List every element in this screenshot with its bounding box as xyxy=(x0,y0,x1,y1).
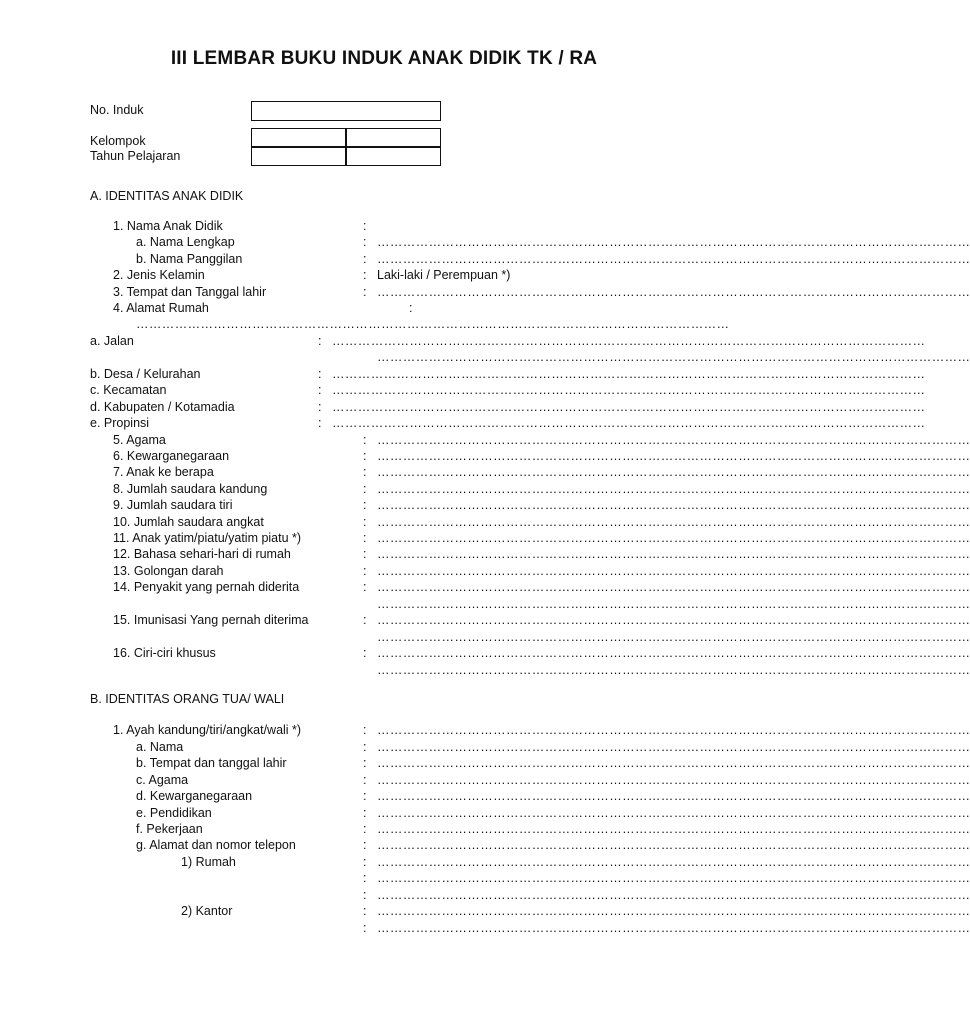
jalan-field[interactable]: ………………………………………………………………………………………………………………………… xyxy=(332,334,926,348)
propinsi-label: e. Propinsi xyxy=(90,416,150,430)
pendidikan-field[interactable]: ………………………………………………………………………………………………………………………… xyxy=(377,806,970,820)
colon: : xyxy=(318,334,322,348)
kewarganegaraan-label: 6. Kewarganegaraan xyxy=(113,449,230,463)
pendidikan-label: e. Pendidikan xyxy=(136,806,212,820)
nama-lengkap-field[interactable]: ………………………………………………………………………………………………………………………… xyxy=(377,235,970,249)
colon: : xyxy=(363,547,367,561)
kelompok-field-2[interactable] xyxy=(345,128,441,148)
tahun-pelajaran-field-2[interactable] xyxy=(345,146,441,166)
penyakit-label: 14. Penyakit yang pernah diderita xyxy=(113,580,300,594)
saudara-angkat-label: 10. Jumlah saudara angkat xyxy=(113,515,264,529)
tahun-pelajaran-label: Tahun Pelajaran xyxy=(90,149,181,163)
colon: : xyxy=(363,515,367,529)
kantor-label: 2) Kantor xyxy=(181,904,233,918)
saudara-kandung-field[interactable]: ………………………………………………………………………………………………………………………… xyxy=(377,482,970,496)
colon: : xyxy=(363,723,367,737)
nama-anak-label: 1. Nama Anak Didik xyxy=(113,219,223,233)
golongan-darah-field[interactable]: ………………………………………………………………………………………………………………………… xyxy=(377,564,970,578)
colon: : xyxy=(363,921,367,935)
colon: : xyxy=(363,482,367,496)
colon: : xyxy=(363,531,367,545)
alamat-label: 4. Alamat Rumah xyxy=(113,301,209,315)
rumah-label: 1) Rumah xyxy=(181,855,236,869)
alamat-telepon-field[interactable]: ………………………………………………………………………………………………………………………… xyxy=(377,838,970,852)
imunisasi-field[interactable]: ………………………………………………………………………………………………………………………… xyxy=(377,613,970,627)
golongan-darah-label: 13. Golongan darah xyxy=(113,564,224,578)
penyakit-field[interactable]: ………………………………………………………………………………………………………………………… xyxy=(377,580,970,594)
bahasa-label: 12. Bahasa sehari-hari di rumah xyxy=(113,547,291,561)
anak-ke-label: 7. Anak ke berapa xyxy=(113,465,214,479)
yatim-label: 11. Anak yatim/piatu/yatim piatu *) xyxy=(113,531,302,545)
jenis-kelamin-label: 2. Jenis Kelamin xyxy=(113,268,205,282)
colon: : xyxy=(363,904,367,918)
alamat-telepon-label: g. Alamat dan nomor telepon xyxy=(136,838,296,852)
agama-ortu-label: c. Agama xyxy=(136,773,189,787)
jalan-field-2[interactable]: ………………………………………………………………………………………………………………………… xyxy=(377,350,970,364)
nama-lengkap-label: a. Nama Lengkap xyxy=(136,235,235,249)
nama-panggilan-label: b. Nama Panggilan xyxy=(136,252,243,266)
no-induk-field[interactable] xyxy=(251,101,441,121)
nama-label: a. Nama xyxy=(136,740,184,754)
imunisasi-field-2[interactable]: ………………………………………………………………………………………………………………………… xyxy=(377,630,970,644)
colon: : xyxy=(363,646,367,660)
section-b-heading: B. IDENTITAS ORANG TUA/ WALI xyxy=(90,692,285,706)
colon: : xyxy=(318,416,322,430)
tempat-tanggal-label: 3. Tempat dan Tanggal lahir xyxy=(113,285,267,299)
kelompok-label: Kelompok xyxy=(90,134,146,148)
colon: : xyxy=(363,806,367,820)
colon: : xyxy=(363,235,367,249)
colon: : xyxy=(363,789,367,803)
propinsi-field[interactable]: ………………………………………………………………………………………………………………………… xyxy=(332,416,926,430)
tempat-tanggal-ortu-label: b. Tempat dan tanggal lahir xyxy=(136,756,287,770)
colon: : xyxy=(363,613,367,627)
colon: : xyxy=(318,367,322,381)
colon: : xyxy=(363,465,367,479)
ciri-field[interactable]: ………………………………………………………………………………………………………………………… xyxy=(377,646,970,660)
colon: : xyxy=(409,301,413,315)
kantor-field[interactable]: ………………………………………………………………………………………………………………………… xyxy=(377,904,970,918)
saudara-tiri-label: 9. Jumlah saudara tiri xyxy=(113,498,233,512)
saudara-angkat-field[interactable]: ………………………………………………………………………………………………………………………… xyxy=(377,515,970,529)
kelompok-field[interactable] xyxy=(251,128,347,148)
kewarganegaraan-field[interactable]: ………………………………………………………………………………………………………………………… xyxy=(377,449,970,463)
kewarganegaraan-ortu-label: d. Kewarganegaraan xyxy=(136,789,253,803)
agama-label: 5. Agama xyxy=(113,433,166,447)
jalan-label: a. Jalan xyxy=(90,334,134,348)
kabupaten-label: d. Kabupaten / Kotamadia xyxy=(90,400,235,414)
rumah-field-3[interactable]: ………………………………………………………………………………………………………………………… xyxy=(377,888,970,902)
jenis-kelamin-value: Laki-laki / Perempuan *) xyxy=(377,268,511,282)
nama-field[interactable]: ………………………………………………………………………………………………………………………… xyxy=(377,740,970,754)
colon: : xyxy=(363,871,367,885)
nama-panggilan-field[interactable]: ………………………………………………………………………………………………………………………… xyxy=(377,252,970,266)
colon: : xyxy=(363,888,367,902)
agama-ortu-field[interactable]: ………………………………………………………………………………………………………………………… xyxy=(377,773,970,787)
ciri-label: 16. Ciri-ciri khusus xyxy=(113,646,216,660)
imunisasi-label: 15. Imunisasi Yang pernah diterima xyxy=(113,613,309,627)
page-title: III LEMBAR BUKU INDUK ANAK DIDIK TK / RA xyxy=(170,48,598,69)
colon: : xyxy=(363,498,367,512)
rumah-field[interactable]: ………………………………………………………………………………………………………………………… xyxy=(377,855,970,869)
colon: : xyxy=(318,383,322,397)
penyakit-field-2[interactable]: ………………………………………………………………………………………………………………………… xyxy=(377,597,970,611)
desa-label: b. Desa / Kelurahan xyxy=(90,367,201,381)
kantor-field-2[interactable]: ………………………………………………………………………………………………………………………… xyxy=(377,921,970,935)
alamat-field[interactable]: ………………………………………………………………………………………………………………………… xyxy=(136,317,730,331)
yatim-field[interactable]: ………………………………………………………………………………………………………………………… xyxy=(377,531,970,545)
section-a-heading: A. IDENTITAS ANAK DIDIK xyxy=(90,189,244,203)
no-induk-label: No. Induk xyxy=(90,103,144,117)
colon: : xyxy=(318,400,322,414)
tempat-tanggal-field[interactable]: ………………………………………………………………………………………………………………………… xyxy=(377,285,970,299)
kabupaten-field[interactable]: ………………………………………………………………………………………………………………………… xyxy=(332,400,926,414)
colon: : xyxy=(363,838,367,852)
colon: : xyxy=(363,564,367,578)
tahun-pelajaran-field[interactable] xyxy=(251,146,347,166)
colon: : xyxy=(363,773,367,787)
colon: : xyxy=(363,740,367,754)
colon: : xyxy=(363,580,367,594)
colon: : xyxy=(363,756,367,770)
colon: : xyxy=(363,433,367,447)
saudara-tiri-field[interactable]: ………………………………………………………………………………………………………………………… xyxy=(377,498,970,512)
kecamatan-field[interactable]: ………………………………………………………………………………………………………………………… xyxy=(332,383,926,397)
colon: : xyxy=(363,268,367,282)
desa-field[interactable]: ………………………………………………………………………………………………………………………… xyxy=(332,367,926,381)
colon: : xyxy=(363,449,367,463)
anak-ke-field[interactable]: ………………………………………………………………………………………………………………………… xyxy=(377,465,970,479)
pekerjaan-label: f. Pekerjaan xyxy=(136,822,203,836)
ayah-label: 1. Ayah kandung/tiri/angkat/wali *) xyxy=(113,723,302,737)
bahasa-field[interactable]: ………………………………………………………………………………………………………………………… xyxy=(377,547,970,561)
pekerjaan-field[interactable]: ………………………………………………………………………………………………………………………… xyxy=(377,822,970,836)
ciri-field-2[interactable]: ………………………………………………………………………………………………………………………… xyxy=(377,663,970,677)
kecamatan-label: c. Kecamatan xyxy=(90,383,167,397)
colon: : xyxy=(363,219,367,233)
rumah-field-2[interactable]: ………………………………………………………………………………………………………………………… xyxy=(377,871,970,885)
colon: : xyxy=(363,855,367,869)
kewarganegaraan-ortu-field[interactable]: ………………………………………………………………………………………………………………………… xyxy=(377,789,970,803)
agama-field[interactable]: ………………………………………………………………………………………………………………………… xyxy=(377,433,970,447)
colon: : xyxy=(363,252,367,266)
ayah-field[interactable]: ………………………………………………………………………………………………………………………… xyxy=(377,723,970,737)
colon: : xyxy=(363,822,367,836)
saudara-kandung-label: 8. Jumlah saudara kandung xyxy=(113,482,268,496)
tempat-tanggal-ortu-field[interactable]: ………………………………………………………………………………………………………………………… xyxy=(377,756,970,770)
colon: : xyxy=(363,285,367,299)
